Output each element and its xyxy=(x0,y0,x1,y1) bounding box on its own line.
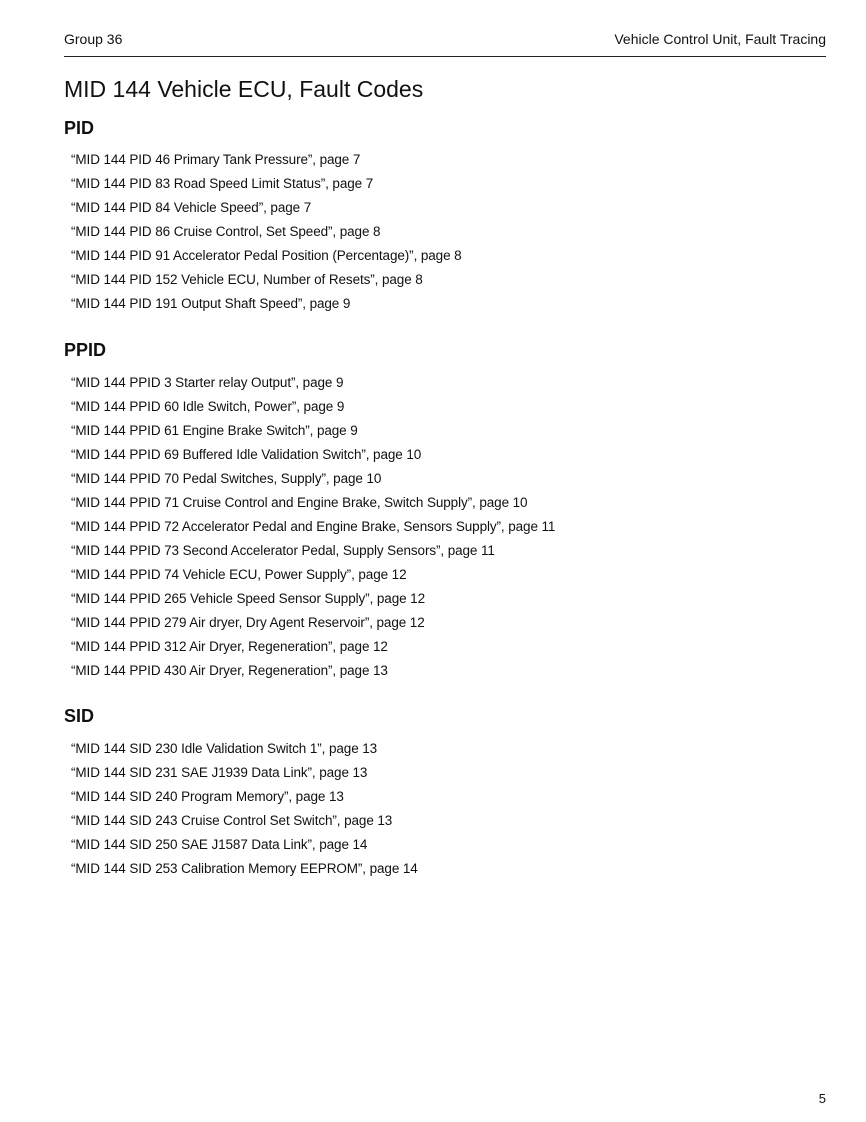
list-item[interactable]: “MID 144 SID 243 Cruise Control Set Switch”, page 13 xyxy=(71,813,393,828)
section-heading-sid: SID xyxy=(64,706,95,726)
list-item[interactable]: “MID 144 PPID 72 Accelerator Pedal and Engine Brake, Sensors Supply”, page 11 xyxy=(71,519,556,534)
header-group-label: Group 36 xyxy=(64,31,123,47)
list-item[interactable]: “MID 144 PPID 71 Cruise Control and Engine Brake, Switch Supply”, page 10 xyxy=(71,495,528,510)
list-item[interactable]: “MID 144 PID 83 Road Speed Limit Status”, page 7 xyxy=(71,176,374,191)
list-item[interactable]: “MID 144 PPID 73 Second Accelerator Pedal, Supply Sensors”, page 11 xyxy=(71,543,495,558)
list-item[interactable]: “MID 144 PPID 60 Idle Switch, Power”, page 9 xyxy=(71,399,345,414)
list-item[interactable]: “MID 144 PID 91 Accelerator Pedal Position (Percentage)”, page 8 xyxy=(71,248,462,263)
list-item[interactable]: “MID 144 PID 152 Vehicle ECU, Number of Resets”, page 8 xyxy=(71,272,423,287)
list-item[interactable]: “MID 144 PID 86 Cruise Control, Set Speed”, page 8 xyxy=(71,224,381,239)
page-number: 5 xyxy=(818,1091,826,1106)
list-item[interactable]: “MID 144 PID 46 Primary Tank Pressure”, page 7 xyxy=(71,152,361,167)
page-title: MID 144 Vehicle ECU, Fault Codes xyxy=(64,76,424,102)
list-item[interactable]: “MID 144 SID 253 Calibration Memory EEPROM”, page 14 xyxy=(71,861,418,876)
list-item[interactable]: “MID 144 PPID 3 Starter relay Output”, page 9 xyxy=(71,375,344,390)
header-chapter-title: Vehicle Control Unit, Fault Tracing xyxy=(614,31,826,47)
list-item[interactable]: “MID 144 PPID 74 Vehicle ECU, Power Supply”, page 12 xyxy=(71,567,407,582)
list-item[interactable]: “MID 144 PID 191 Output Shaft Speed”, page 9 xyxy=(71,296,351,311)
list-item[interactable]: “MID 144 SID 230 Idle Validation Switch 1”, page 13 xyxy=(71,741,378,756)
list-item[interactable]: “MID 144 SID 250 SAE J1587 Data Link”, page 14 xyxy=(71,837,368,852)
header-divider xyxy=(64,56,826,57)
sid-entry-list xyxy=(71,737,418,881)
list-item[interactable]: “MID 144 PPID 265 Vehicle Speed Sensor Supply”, page 12 xyxy=(71,591,425,606)
list-item[interactable]: “MID 144 SID 231 SAE J1939 Data Link”, page 13 xyxy=(71,765,368,780)
section-heading-pid: PID xyxy=(64,118,95,138)
list-item[interactable]: “MID 144 PPID 69 Buffered Idle Validation Switch”, page 10 xyxy=(71,447,422,462)
list-item[interactable]: “MID 144 PPID 61 Engine Brake Switch”, page 9 xyxy=(71,423,358,438)
list-item[interactable]: “MID 144 PPID 312 Air Dryer, Regeneration”, page 12 xyxy=(71,639,388,654)
list-item[interactable]: “MID 144 PPID 279 Air dryer, Dry Agent Reservoir”, page 12 xyxy=(71,615,425,630)
pid-entry-list xyxy=(71,148,462,316)
list-item[interactable]: “MID 144 PPID 430 Air Dryer, Regeneration”, page 13 xyxy=(71,663,388,678)
ppid-entry-list xyxy=(71,371,555,683)
list-item[interactable]: “MID 144 SID 240 Program Memory”, page 13 xyxy=(71,789,344,804)
list-item[interactable]: “MID 144 PPID 70 Pedal Switches, Supply”, page 10 xyxy=(71,471,382,486)
list-item[interactable]: “MID 144 PID 84 Vehicle Speed”, page 7 xyxy=(71,200,312,215)
section-heading-ppid: PPID xyxy=(64,340,107,360)
